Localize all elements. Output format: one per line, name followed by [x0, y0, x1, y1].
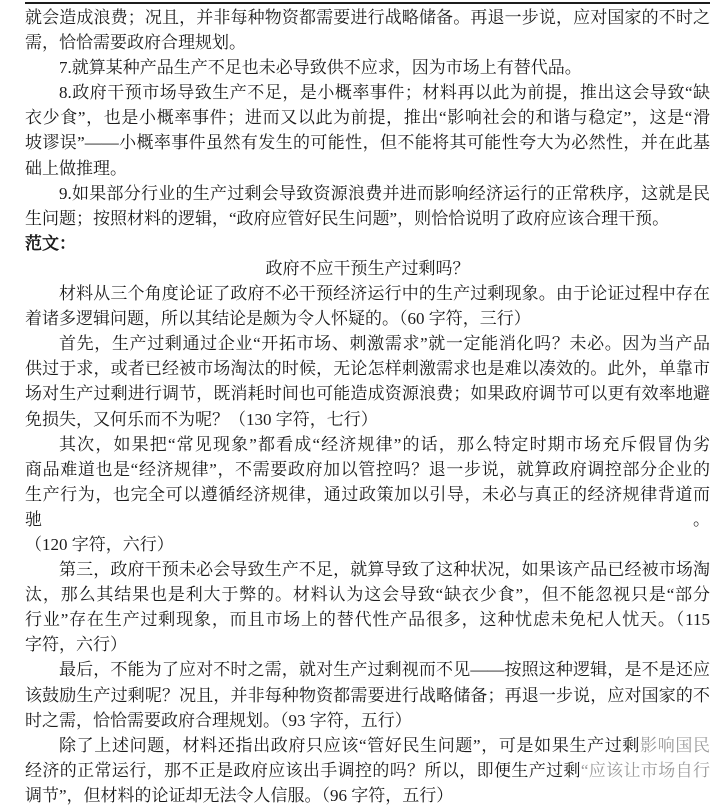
text-line	[25, 80, 710, 105]
text-line	[25, 407, 710, 432]
text-line	[25, 557, 710, 582]
text-line	[25, 607, 710, 632]
text-run: 其次，如果把“常见现象”都看成“经济规律”的话，那么特定时期市场充斥假冒伪劣	[59, 434, 710, 454]
text-line	[25, 181, 710, 206]
text-run: 时之需，恰恰需要政府合理规划。（93 字符，五行）	[25, 710, 412, 730]
section-label	[25, 231, 710, 256]
text-run: 行业”存在生产过剩现象，而且市场上的替代性产品很多，这种忧虑未免杞人忧天。（115	[25, 610, 710, 630]
text-line	[25, 105, 710, 130]
text-run: 调节”，但材料的论证却无法令人信服。（96 字符，五行）	[25, 785, 454, 805]
text-run: 9.如果部分行业的生产过剩会导致资源浪费并进而影响经济运行的正常秩序，这就是民	[59, 183, 710, 203]
text-run: 7.就算某种产品生产不足也未必导致供不应求，因为市场上有替代品。	[59, 58, 582, 78]
text-run: 字符，六行）	[25, 635, 127, 655]
text-run: 范文：	[25, 233, 76, 253]
faded-text-run: “应该让市场自行	[580, 760, 710, 780]
text-line	[25, 281, 710, 306]
text-line	[25, 206, 710, 231]
text-run: 场对生产过剩进行调节，既消耗时间也可能造成资源浪费；如果政府调节可以更有效率地避	[25, 384, 710, 404]
text-run: 需，恰恰需要政府合理规划。	[25, 33, 246, 53]
text-line	[25, 156, 710, 181]
text-run: 第三，政府干预未必会导致生产不足，就算导致了这种状况，如果该产品已经被市场淘	[59, 560, 710, 580]
text-line	[25, 457, 710, 482]
text-run: 着诸多逻辑问题，所以其结论是颇为令人怀疑的。（60 字符，三行）	[25, 309, 531, 329]
text-run: 首先，生产过剩通过企业“开拓市场、刺激需求”就一定能消化吗？未必。因为当产品	[59, 334, 710, 354]
text-line	[25, 381, 710, 406]
text-run: 8.政府干预市场导致生产不足，是小概率事件；材料再以此为前提，推出这会导致“缺	[59, 83, 710, 103]
text-line	[25, 733, 710, 758]
text-run: 衣少食”，也是小概率事件；进而又以此为前提，推出“影响社会的和谐与稳定”，这是“滑	[25, 108, 710, 128]
text-line	[25, 432, 710, 457]
text-line	[25, 657, 710, 682]
essay-title	[25, 256, 710, 281]
document-body	[25, 5, 710, 808]
text-line	[25, 306, 710, 331]
text-line	[25, 758, 710, 783]
text-run: 材料从三个角度论证了政府不必干预经济运行中的生产过剩现象。由于论证过程中存在	[59, 284, 710, 304]
text-run: 商品难道也是“经济规律”，不需要政府加以管控吗？退一步说，就算政府调控部分企业的	[25, 459, 710, 479]
text-run: 除了上述问题，材料还指出政府只应该“管好民生问题”，可是如果生产过剩	[59, 735, 641, 755]
text-line	[25, 130, 710, 155]
text-run: 政府不应干预生产过剩吗？	[265, 258, 470, 278]
text-run: 坡谬误”——小概率事件虽然有发生的可能性，但不能将其可能性夸大为必然性，并在此基	[25, 133, 710, 153]
text-run: 汰，那么其结果也是利大于弊的。材料认为这会导致“缺衣少食”，但不能忽视只是“部分	[25, 585, 710, 605]
top-rule	[25, 2, 710, 4]
text-line	[25, 482, 710, 532]
text-line	[25, 532, 710, 557]
text-line	[25, 683, 710, 708]
text-line	[25, 632, 710, 657]
text-run: （120 字符，六行）	[25, 534, 174, 554]
text-line	[25, 55, 710, 80]
text-run: 免损失，又何乐而不为呢？（130 字符，七行）	[25, 409, 378, 429]
text-line	[25, 30, 710, 55]
text-line	[25, 5, 710, 30]
text-run: 生问题；按照材料的逻辑，“政府应管好民生问题”，则恰恰说明了政府应该合理干预。	[25, 208, 670, 228]
text-run: 就会造成浪费；况且，并非每种物资都需要进行战略储备。再退一步说，应对国家的不时之	[25, 8, 710, 27]
text-run: 础上做推理。	[25, 158, 127, 178]
text-line	[25, 783, 710, 808]
text-run: 该鼓励生产过剩呢？况且，并非每种物资都需要进行战略储备；再退一步说，应对国家的不	[25, 685, 710, 705]
text-line	[25, 708, 710, 733]
text-run: 生产行为，也完全可以遵循经济规律，通过政策加以引导，未必与真正的经济规律背道而驰。	[25, 484, 710, 529]
text-line	[25, 582, 710, 607]
faded-text-run: 影响国民	[640, 735, 711, 755]
text-run: 供过于求，或者已经被市场淘汰的时候，无论怎样刺激需求也是难以凑效的。此外，单靠市	[25, 359, 710, 379]
text-line	[25, 331, 710, 356]
text-run: 最后，不能为了应对不时之需，就对生产过剩视而不见——按照这种逻辑，是不是还应	[59, 660, 710, 680]
text-run: 经济的正常运行，那不正是政府应该出手调控的吗？所以，即便生产过剩	[25, 760, 581, 780]
text-line	[25, 356, 710, 381]
